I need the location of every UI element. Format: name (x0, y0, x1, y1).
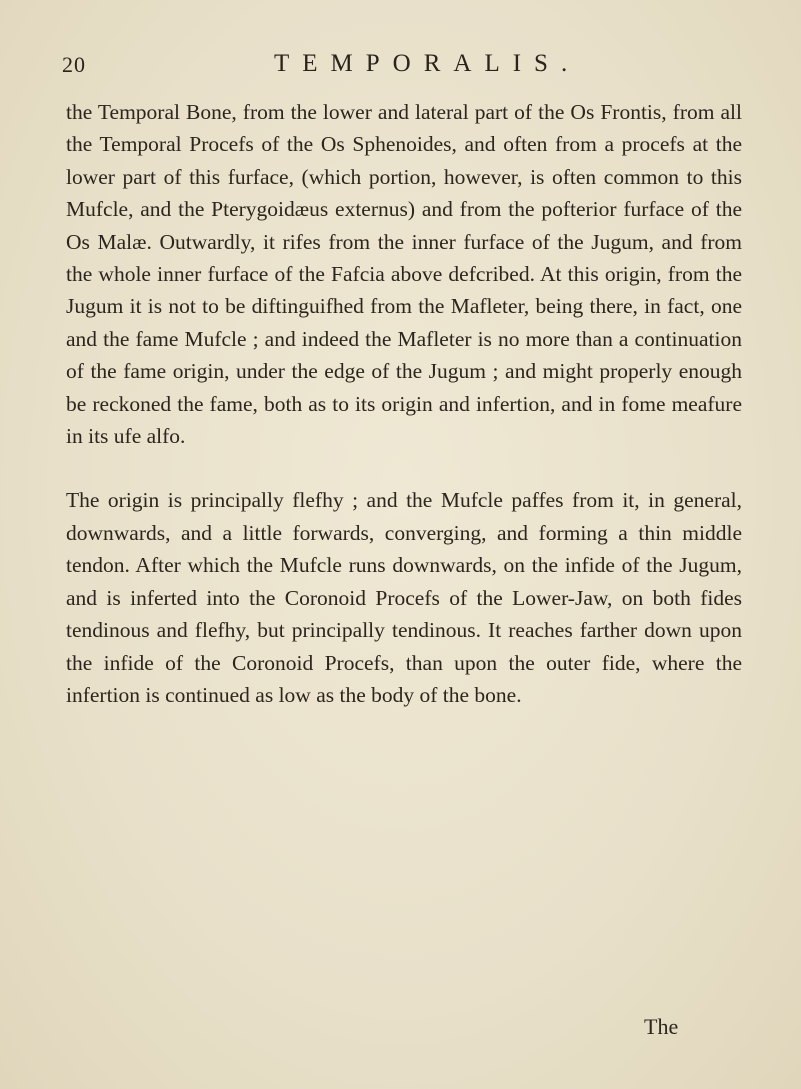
running-title: TEMPORALIS. (274, 50, 581, 77)
paragraph-2: The origin is principally flefhy ; and the Mufcle paffes from it, in general, downwards, and a little forwards, converging, and forming a thin middle tendon. After which the Mufcle runs downwards, on the infide of the Jugum, and is inferted into the Coronoid Procefs of the Lower-Jaw, on both fides tendinous and flefhy, but principally tendinous. It reaches farther down upon the infide of the Coronoid Procefs, than upon the outer fide, where the infertion is continued as low as the body of the bone. (66, 488, 742, 707)
catchword: The (644, 1014, 679, 1039)
paragraph-1: the Temporal Bone, from the lower and lateral part of the Os Frontis, from all the Temporal Procefs of the Os Sphenoides, and often from a procefs at the lower part of this furface, (which portion, however, is often common to this Mufcle, and the Pterygoidæus externus) and from the pofterior furface of the Os Malæ. Outwardly, it rifes from the inner furface of the Jugum, and from the whole inner furface of the Fafcia above defcribed. At this origin, from the Jugum it is not to be diftinguifhed from the Mafleter, being there, in fact, one and the fame Mufcle ; and indeed the Mafleter is no more than a continuation of the fame origin, under the edge of the Jugum ; and might properly enough be reckoned the fame, both as to its origin and infertion, and in fome meafure in its ufe alfo. (66, 100, 742, 449)
page-number: 20 (62, 52, 86, 77)
running-head (0, 52, 801, 92)
body-text (66, 96, 742, 711)
